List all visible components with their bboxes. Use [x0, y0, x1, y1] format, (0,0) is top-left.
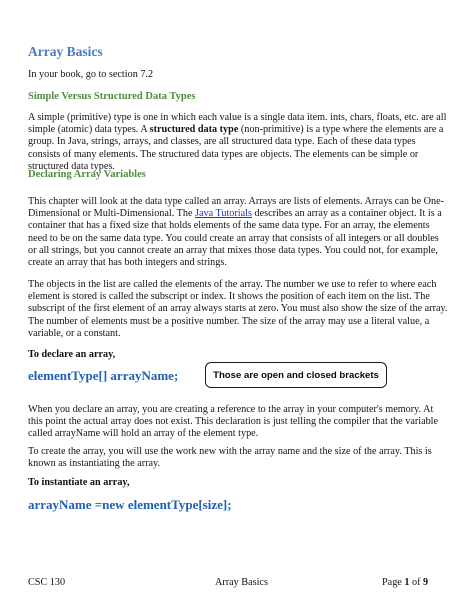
callout-text: Those are open and closed brackets — [213, 369, 379, 381]
section1-text-pre: A simple (primitive) type is one in which each value is a single data item. ints, chars, floats, etc. are all simple (atomic) data types. A — [28, 112, 447, 136]
arrays-intro-pre: This chapter will look at the data type called an array. Arrays are lists of elements. Arrays can be One-Dimensional or Multi-Dimensional. The — [28, 196, 445, 220]
arrays-intro-paragraph — [28, 196, 448, 269]
section-heading-simple-vs-structured: Simple Versus Structured Data Types — [28, 91, 196, 102]
page-of: of — [409, 577, 424, 588]
java-tutorials-link[interactable]: Java Tutorials — [195, 208, 252, 220]
declare-label: To declare an array, — [28, 349, 116, 360]
page-prefix: Page — [382, 577, 405, 588]
create-array-paragraph: To create the array, you will use the work new with the array name and the size of the array. This is known as instantiating the array. — [28, 446, 432, 470]
footer-course: CSC 130 — [28, 577, 66, 588]
footer-title: Array Basics — [215, 577, 268, 588]
structured-data-type-term: structured data type — [149, 124, 239, 136]
instantiate-syntax: arrayName =new elementType[size]; — [28, 497, 232, 512]
document-title: Array Basics — [28, 44, 103, 59]
section-heading-declaring-arrays: Declaring Array Variables — [28, 169, 146, 180]
section1-paragraph — [28, 112, 448, 173]
current-page: 1 — [404, 577, 410, 588]
declare-syntax: elementType[] arrayName; — [28, 368, 179, 383]
total-pages: 9 — [423, 577, 429, 588]
declare-explanation-paragraph: When you declare an array, you are creating a reference to the array in your computer's memory. At this point the actual array does not exist. This declaration is just telling the compiler that the variable called arrayName will hold an array of the element type. — [28, 404, 439, 440]
instantiate-label: To instantiate an array, — [28, 477, 130, 488]
intro-text: In your book, go to section 7.2 — [28, 69, 154, 80]
arrays-intro-post: describes an array as a container object. It is a container that has a fixed size that holds elements of the same data type. For an array, the elements need to be on the same data type. You could create an array that consists of all integers or all doubles or all strings, but you cannot create an array that mixes those data types. You could not, for example, create an array that has both integers and strings. — [28, 208, 442, 269]
brackets-callout-box — [205, 362, 387, 388]
elements-paragraph: The objects in the list are called the elements of the array. The number we use to refer to where each element is stored is called the subscript or index. It shows the position of each item on the list. The subscript of the first element of an array always starts at zero. You must also show the size of the array. The number of elements must be a positive number. The size of the array may use a literal value, a variable, or a constant. — [28, 279, 448, 339]
section1-text-post: (non-primitive) is a type where the elements are a group. In Java, strings, arrays, and classes, are all structured data type. Each of these data types consists of many elements. The structured data types are objects. The elements can be simple or structured data types. — [28, 124, 444, 172]
footer-page-number — [382, 577, 428, 588]
